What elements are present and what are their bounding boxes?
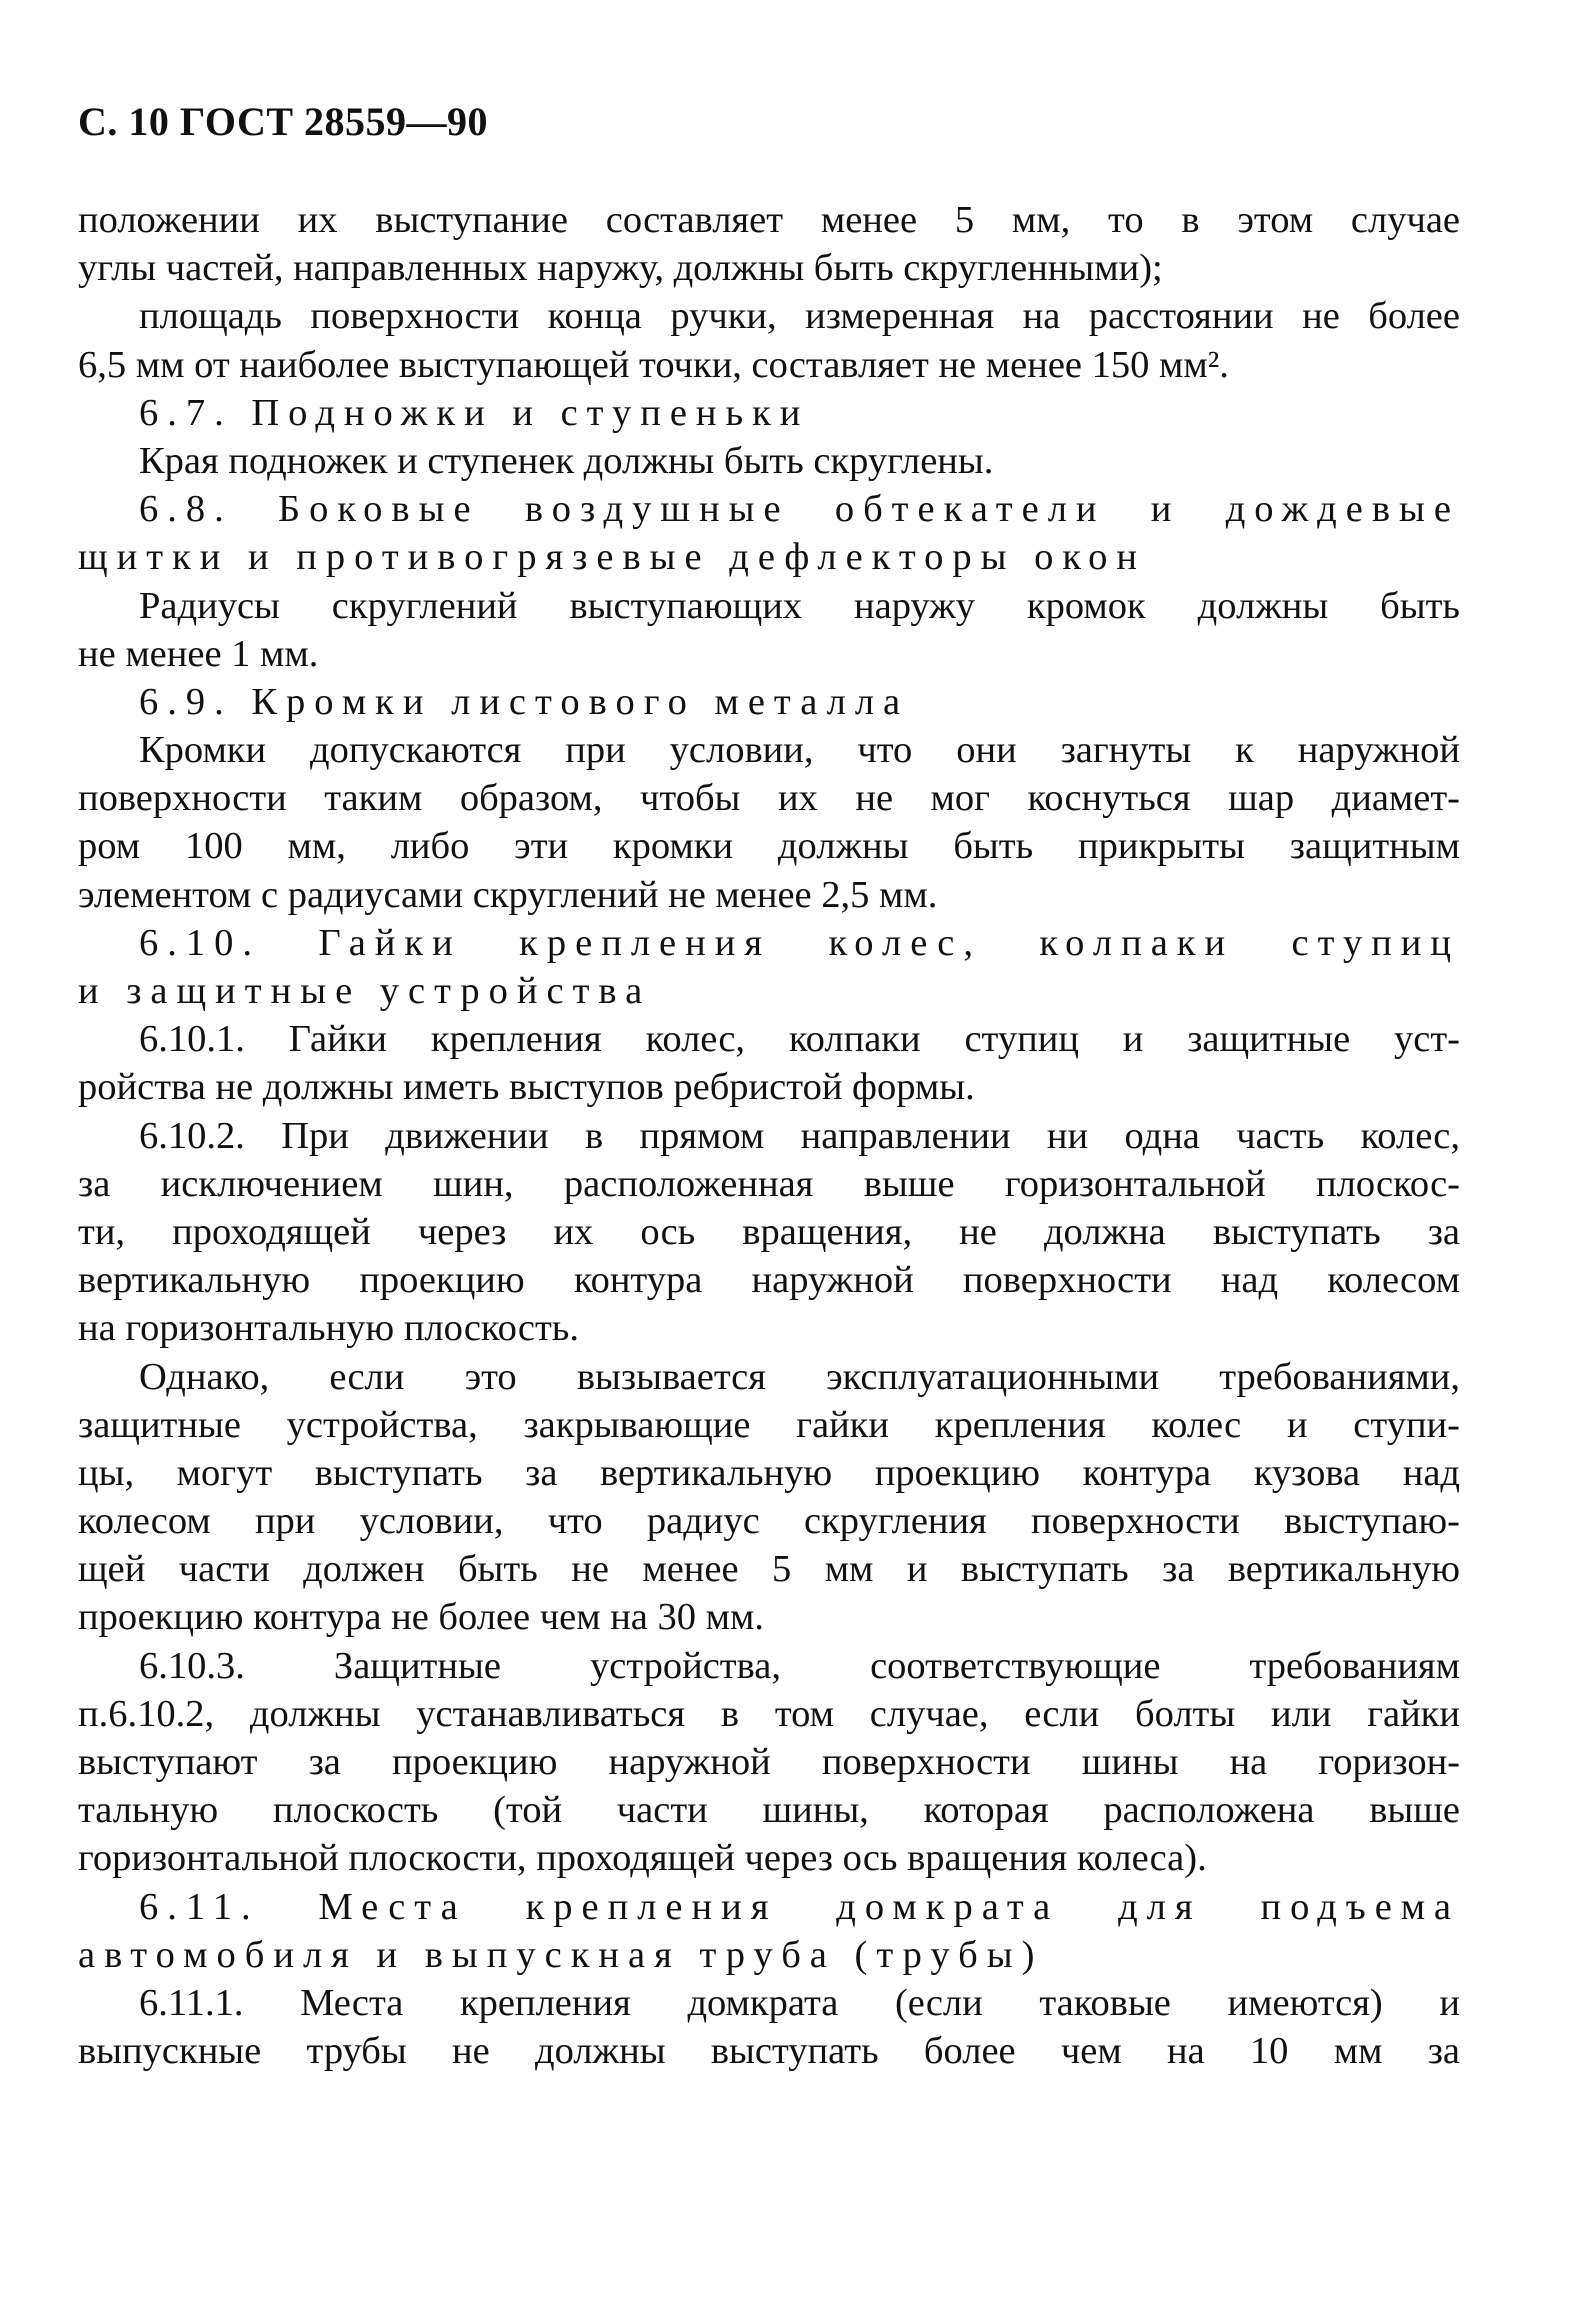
text-line: Кромки допускаются при условии, что они загнуты к наружной bbox=[139, 729, 1460, 772]
section-heading-line: 6.9. Кромки листового металла bbox=[139, 680, 910, 723]
text-line: горизонтальной плоскости, проходящей через ось вращения колеса). bbox=[78, 1837, 1207, 1880]
text-line: площадь поверхности конца ручки, измеренная на расстоянии не более bbox=[139, 295, 1460, 338]
section-heading-line: 6.11. Места крепления домкрата для подъема bbox=[139, 1885, 1460, 1928]
text-line: 6.10.2. При движении в прямом направлении ни одна часть колес, bbox=[139, 1114, 1460, 1157]
text-line: защитные устройства, закрывающие гайки крепления колес и ступи- bbox=[78, 1403, 1460, 1446]
text-line: колесом при условии, что радиус скругления поверхности выступаю- bbox=[78, 1500, 1460, 1543]
text-line: на горизонтальную плоскость. bbox=[78, 1307, 579, 1350]
text-line: углы частей, направленных наружу, должны быть скругленными); bbox=[78, 247, 1163, 290]
text-line: вертикальную проекцию контура наружной поверхности над колесом bbox=[78, 1259, 1460, 1302]
document-body bbox=[78, 196, 1460, 2075]
text-line: 6,5 мм от наиболее выступающей точки, составляет не менее 150 мм². bbox=[78, 343, 1229, 386]
text-line: выступают за проекцию наружной поверхности шины на горизон- bbox=[78, 1741, 1460, 1783]
text-line: не менее 1 мм. bbox=[78, 632, 319, 675]
text-line: п.6.10.2, должны устанавливаться в том случае, если болты или гайки bbox=[78, 1692, 1460, 1735]
text-line: поверхности таким образом, чтобы их не мог коснуться шар диамет- bbox=[78, 777, 1460, 820]
text-line: выпускные трубы не должны выступать более чем на 10 мм за bbox=[78, 2030, 1460, 2073]
section-heading-line: щитки и противогрязевые дефлекторы окон bbox=[78, 536, 1147, 579]
text-line: 6.10.1. Гайки крепления колес, колпаки ступиц и защитные уст- bbox=[139, 1018, 1460, 1061]
text-line: 6.10.3. Защитные устройства, соответствующие требованиям bbox=[139, 1644, 1460, 1687]
section-heading-line: автомобиля и выпускная труба (трубы) bbox=[78, 1933, 1044, 1976]
text-line: тальную плоскость (той части шины, которая расположена выше bbox=[78, 1789, 1460, 1832]
text-line: ти, проходящей через их ось вращения, не должна выступать за bbox=[78, 1210, 1460, 1253]
text-line: положении их выступание составляет менее 5 мм, то в этом случае bbox=[78, 199, 1460, 241]
text-line: цы, могут выступать за вертикальную проекцию контура кузова над bbox=[78, 1451, 1460, 1494]
text-line: Края подножек и ступенек должны быть скруглены. bbox=[139, 439, 994, 482]
text-line: 6.11.1. Места крепления домкрата (если таковые имеются) и bbox=[139, 1981, 1460, 2024]
text-line: за исключением шин, расположенная выше горизонтальной плоскос- bbox=[78, 1162, 1460, 1205]
section-heading-line: 6.7. Подножки и ступеньки bbox=[139, 391, 810, 434]
page-header: С. 10 ГОСТ 28559—90 bbox=[78, 99, 489, 144]
text-line: Однако, если это вызывается эксплуатационными требованиями, bbox=[139, 1355, 1460, 1398]
text-line: элементом с радиусами скруглений не менее 2,5 мм. bbox=[78, 873, 938, 916]
text-line: щей части должен быть не менее 5 мм и выступать за вертикальную bbox=[78, 1548, 1460, 1591]
section-heading-line: 6.8. Боковые воздушные обтекатели и дождевые bbox=[139, 488, 1460, 531]
text-line: Радиусы скруглений выступающих наружу кромок должны быть bbox=[139, 584, 1460, 627]
text-line: ройства не должны иметь выступов ребристой формы. bbox=[78, 1066, 975, 1109]
text-line: проекцию контура не более чем на 30 мм. bbox=[78, 1596, 764, 1639]
section-heading-line: и защитные устройства bbox=[78, 970, 652, 1012]
section-heading-line: 6.10. Гайки крепления колес, колпаки ступиц bbox=[139, 921, 1460, 964]
text-line: ром 100 мм, либо эти кромки должны быть прикрыты защитным bbox=[78, 825, 1460, 868]
